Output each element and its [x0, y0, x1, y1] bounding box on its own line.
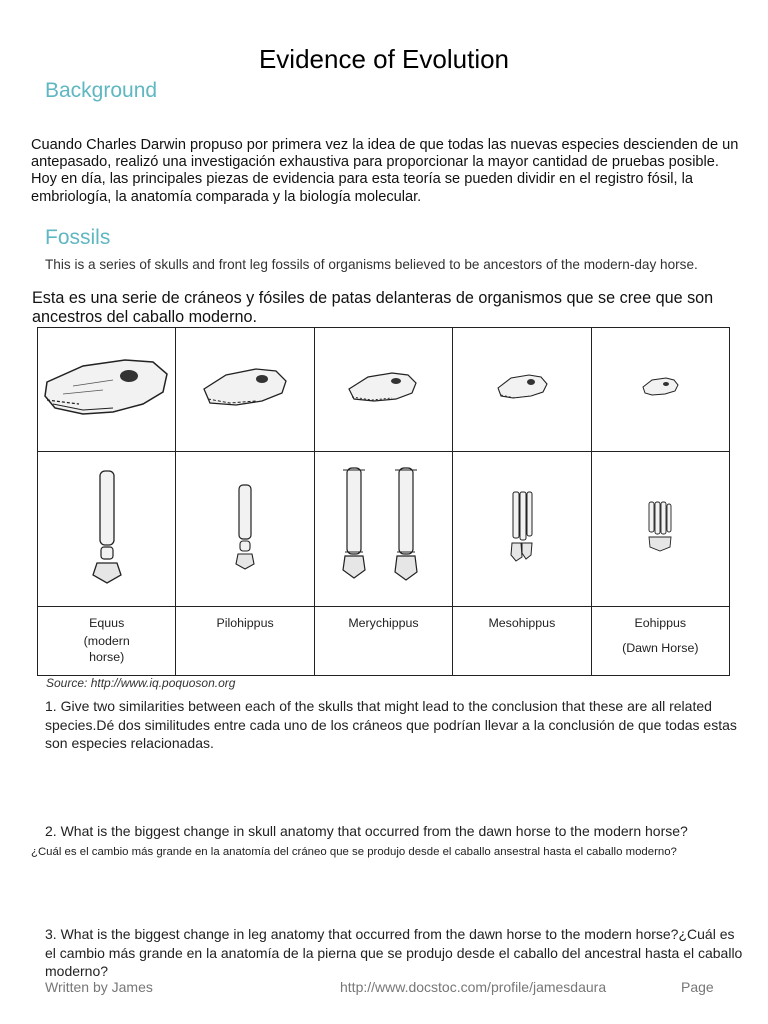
question-1: 1. Give two similarities between each of the skulls that might lead to the conclusion that these are all related species.Dé dos similitudes entre cada uno de los cráneos que podrían llevar a la conclusión de que todas estas son especies relacionadas.	[45, 698, 737, 751]
leg-cell-merychippus	[314, 452, 452, 607]
eohippus-skull-image	[640, 373, 680, 401]
background-text: Cuando Charles Darwin propuso por primera vez la idea de que todas las nuevas especies descienden de un antepasado, realizó una investigación exhaustiva para proporcionar la mayor cantidad de pruebas posible. Hoy en día, las principales piezas de evidencia para esta teoría se pueden dividir en el registro fósil, la embriología, la anatomía comparada y la biología molecular.	[31, 137, 739, 205]
leg-row	[38, 452, 730, 607]
leg-cell-pilohippus	[176, 452, 314, 607]
skull-row	[38, 328, 730, 452]
eohippus-leg-image	[645, 499, 675, 555]
fossils-heading: Fossils	[45, 226, 111, 249]
question-3: 3. What is the biggest change in leg anatomy that occurred from the dawn horse to the modern horse?¿Cuál es el cambio más grande en la anatomía de la pierna que se produjo desde el caballo del ancestral hasta el caballo moderno?	[45, 926, 743, 979]
merychippus-skull-image	[346, 365, 420, 409]
species-name: Eohippus	[634, 616, 687, 630]
species-cell	[176, 607, 314, 676]
fossils-text-en: This is a series of skulls and front leg fossils of organisms believed to be ancestors of the modern-day horse.	[45, 257, 698, 272]
footer-page: Page	[681, 979, 714, 995]
mesohippus-leg-image	[507, 489, 537, 565]
merychippus-leg-image	[333, 462, 433, 592]
footer-author: Written by James	[45, 979, 153, 995]
skull-cell-eohippus	[591, 328, 729, 452]
skull-cell-equus	[38, 328, 176, 452]
species-cell	[453, 607, 591, 676]
page-title: Evidence of Evolution	[258, 44, 510, 74]
leg-cell-mesohippus	[453, 452, 591, 607]
equus-skull-image	[43, 352, 171, 422]
leg-cell-equus	[38, 452, 176, 607]
skull-cell-mesohippus	[453, 328, 591, 452]
equus-leg-image	[87, 467, 127, 587]
species-subtitle: (modern horse)	[83, 634, 130, 664]
species-name: Mesohippus	[488, 616, 556, 630]
species-name: Merychippus	[348, 616, 419, 630]
skull-cell-merychippus	[314, 328, 452, 452]
species-name: Equus	[89, 616, 125, 630]
species-cell	[314, 607, 452, 676]
question-2-es: ¿Cuál es el cambio más grande en la anatomía del cráneo que se produjo desde el caballo ansestral hasta el caballo moderno?	[31, 846, 677, 858]
mesohippus-skull-image	[495, 368, 549, 406]
image-source: Source: http://www.iq.poquoson.org	[46, 676, 236, 690]
question-2-en: 2. What is the biggest change in skull anatomy that occurred from the dawn horse to the modern horse?	[45, 823, 688, 839]
pilohippus-skull-image	[200, 359, 290, 415]
background-heading: Background	[45, 79, 158, 102]
species-cell	[591, 607, 729, 676]
skull-cell-pilohippus	[176, 328, 314, 452]
species-cell	[38, 607, 176, 676]
pilohippus-leg-image	[230, 482, 260, 572]
name-row	[38, 607, 730, 676]
species-name: Pilohippus	[216, 616, 274, 630]
fossil-table	[37, 327, 730, 676]
leg-cell-eohippus	[591, 452, 729, 607]
fossils-text-es: Esta es una serie de cráneos y fósiles de patas delanteras de organismos que se cree que son ancestros del caballo moderno.	[32, 289, 714, 326]
footer-url[interactable]: http://www.docstoc.com/profile/jamesdaura	[340, 979, 607, 995]
species-subtitle: (Dawn Horse)	[622, 641, 699, 655]
